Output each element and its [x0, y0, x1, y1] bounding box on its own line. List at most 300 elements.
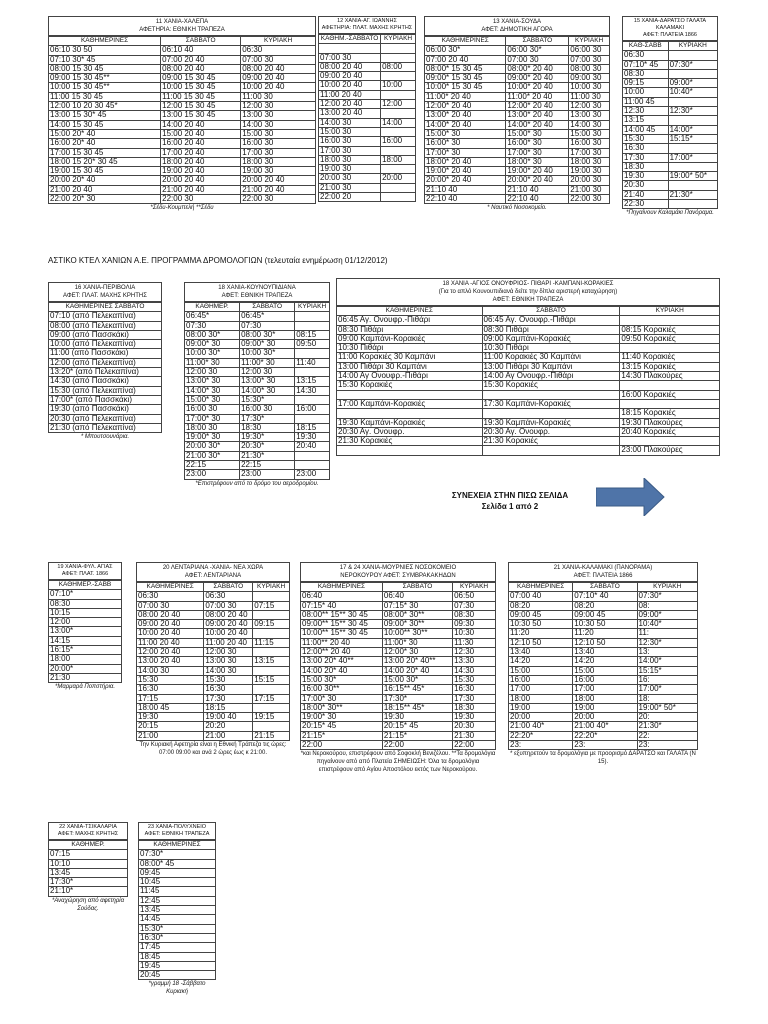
time-cell: 09:00 20 40 — [319, 72, 381, 81]
time-cell: 06:30 — [137, 592, 204, 601]
time-cell: 14:30 — [453, 666, 496, 675]
time-cell: 16:00 30 — [240, 405, 295, 414]
time-cell: 11:00 20 40 — [319, 90, 381, 99]
time-cell: 22:30 — [623, 200, 669, 209]
time-cell: 06:00 30* — [506, 46, 569, 55]
time-cell: 10:00 (από Πελεκαπίνα) — [49, 340, 162, 349]
time-cell: 17:00 — [573, 685, 637, 694]
time-cell: 17:00 30 — [319, 146, 381, 155]
table-row — [185, 461, 330, 470]
table-row — [185, 358, 330, 367]
header-row — [49, 841, 128, 850]
time-cell: 07:00 30 — [319, 53, 381, 62]
table-row — [49, 878, 128, 887]
table-row — [185, 405, 330, 414]
table-row — [301, 620, 496, 629]
header-row — [623, 42, 718, 51]
time-cell: 19:30 — [453, 713, 496, 722]
time-cell — [381, 53, 416, 62]
time-cell: 17:00* 30 — [506, 148, 569, 157]
time-cell: 20:30 Αγ. Ονουφρ. — [337, 427, 483, 436]
table-row — [509, 675, 698, 684]
time-cell: 07:15 — [49, 850, 128, 859]
time-cell: 08:00* 45 — [139, 859, 216, 868]
table-row — [623, 125, 718, 134]
time-cell: 08:00 20 40 — [204, 610, 253, 619]
time-cell: 12:00 30 — [569, 102, 610, 111]
time-cell: 08:00 20 40 — [319, 62, 381, 71]
time-cell: 22:00 — [453, 741, 496, 750]
table-row — [425, 176, 610, 185]
table-row — [137, 610, 290, 619]
route-note: Την Κυριακή Αφετηρία είναι η Εθνική Τράπεζα τις ώρες: 07:00 09:00 και ανά 2 ώρες έως κ 21:00. — [139, 742, 287, 757]
table-row — [49, 646, 122, 655]
column-header: ΣΑΒΒΑΤΟ — [204, 583, 253, 592]
time-cell: 06:45 Αγ. Ονουφρ.-Πιθάρι — [337, 316, 483, 325]
time-cell: 22:00 20 — [319, 193, 381, 202]
table-row — [623, 88, 718, 97]
time-cell: 07:10* 40 — [573, 592, 637, 601]
time-cell: 06:30 — [204, 592, 253, 601]
time-cell: 17:30 Καμπάνι-Κορακιές — [482, 399, 620, 408]
route-note: * εξυπηρετούν τα δρομολόγια με προορισμό ΔΑΡΑΤΣΟ και ΓΑΛΑΤΑ (Ν 15). — [510, 751, 696, 766]
table-row — [49, 129, 316, 138]
time-cell: 11:00* 30 — [382, 638, 452, 647]
time-cell: 19:00 — [573, 703, 637, 712]
time-cell: 16:30* — [139, 933, 216, 942]
time-cell: 08:00 20 40 — [241, 64, 316, 73]
time-cell: 10:00 20 40 — [241, 83, 316, 92]
table-row — [137, 685, 290, 694]
header-row — [137, 583, 290, 592]
time-cell: 18:30 — [623, 162, 669, 171]
time-cell: 10:30 Πιθάρι — [337, 344, 483, 353]
schedule-grid — [48, 840, 128, 897]
time-cell: 12:45 — [139, 896, 216, 905]
column-header: ΚΑΘΗΜΕΡΙΝΕΣ — [137, 583, 204, 592]
time-cell: 12:30 — [623, 107, 669, 116]
table-row — [425, 195, 610, 204]
time-cell: 19:00 30 — [241, 167, 316, 176]
time-cell: 22:15 — [185, 461, 240, 470]
time-cell: 19:30 — [137, 713, 204, 722]
time-cell: 23:00 Πλακούρες — [620, 446, 720, 455]
table-row — [509, 657, 698, 666]
time-cell: 16:00* 30 — [506, 139, 569, 148]
column-header: ΚΑΘΗΜ.-ΣΑΒΒΑΤΟ — [319, 35, 381, 44]
time-cell: 07:00 30 — [137, 601, 204, 610]
route-23-header — [138, 822, 216, 840]
table-row — [623, 162, 718, 171]
time-cell: 13:00 15 30* 45 — [49, 111, 161, 120]
table-row — [425, 92, 610, 101]
table-row — [137, 694, 290, 703]
time-cell: 15:00 20 40 — [161, 129, 241, 138]
table-row — [49, 139, 316, 148]
table-row — [301, 731, 496, 740]
time-cell: 06:45 Αγ. Ονουφρ.-Πιθάρι — [482, 316, 620, 325]
time-cell — [381, 127, 416, 136]
time-cell: 19:00 30 — [319, 165, 381, 174]
time-cell: 18:00 — [509, 694, 573, 703]
time-cell: 14:00 30 — [569, 120, 610, 129]
time-cell: 07:00 30 — [204, 601, 253, 610]
route-note: * Ναυτικό Νοσοκομείο. — [487, 205, 547, 212]
time-cell: 13:00* 20 40 — [506, 111, 569, 120]
table-row — [425, 148, 610, 157]
time-cell: 15:00 30* — [301, 675, 383, 684]
route-18-villages-header — [336, 278, 720, 306]
time-cell: 13:15 — [253, 657, 290, 666]
column-header: ΚΥΡΙΑΚΗ — [253, 583, 290, 592]
time-cell: 12:00 20 40 — [319, 100, 381, 109]
time-cell: 11:00 15 30 45 — [49, 92, 161, 101]
time-cell: 19:00* 20 40 — [506, 167, 569, 176]
time-cell: 06:00 30* — [425, 46, 506, 55]
time-cell: 16:30 — [453, 685, 496, 694]
table-row — [139, 924, 216, 933]
time-cell: 15:00* 30 — [506, 129, 569, 138]
time-cell: 18:15 — [295, 423, 330, 432]
time-cell: 22:10 40 — [425, 195, 506, 204]
table-row — [337, 344, 720, 353]
time-cell: 08:15 — [295, 330, 330, 339]
time-cell: 21:30 (από Πελεκαπίνα) — [49, 423, 162, 432]
route-title: 11 ΧΑΝΙΑ-ΧΑΛΕΠΑ — [155, 19, 209, 25]
time-cell: 13:15 Κορακιές — [620, 362, 720, 371]
time-cell: 14:15 — [49, 636, 122, 645]
time-cell: 11:00 (από Πασσκάκι) — [49, 349, 162, 358]
time-cell: 21:30* — [240, 451, 295, 460]
time-cell: 08:30 — [49, 599, 122, 608]
time-cell: 16:00 30 — [185, 405, 240, 414]
time-cell: 08:30 Πιθάρι — [337, 325, 483, 334]
time-cell: 17:00* (από Πασσκάκι) — [49, 395, 162, 404]
time-cell: 21:30 Κορακιές — [482, 437, 620, 446]
route-12-table — [318, 16, 416, 202]
time-cell: 22:00 30 — [569, 195, 610, 204]
route-16-header — [48, 282, 162, 302]
schedule-grid — [508, 582, 698, 750]
header-row — [301, 583, 496, 592]
time-cell: 15:00 30 — [569, 129, 610, 138]
table-row — [425, 64, 610, 73]
time-cell: 16:00 — [573, 675, 637, 684]
time-cell: 11:00 30 — [569, 92, 610, 101]
table-row — [301, 666, 496, 675]
table-row — [49, 83, 316, 92]
time-cell: 14:00* 20 40 — [425, 120, 506, 129]
time-cell: 19:30 — [295, 433, 330, 442]
table-row — [509, 713, 698, 722]
table-row — [49, 358, 162, 367]
page-title: ΑΣΤΙΚΟ ΚΤΕΛ ΧΑΝΙΩΝ Α.Ε. ΠΡΟΓΡΑΜΜΑ ΔΡΟΜΟΛΟΓΙΩΝ (τελευταία ενημέρωση 01/12/2012) — [48, 256, 388, 265]
table-row — [49, 312, 162, 321]
route-15-header — [622, 16, 718, 41]
time-cell: 17:00 30 — [241, 148, 316, 157]
time-cell: 17:30 — [453, 694, 496, 703]
time-cell: 23:00 — [240, 470, 295, 479]
header-row — [185, 303, 330, 312]
time-cell: 19:30 (από Πασσκάκι) — [49, 405, 162, 414]
time-cell: 13:00 20 40 — [137, 657, 204, 666]
time-cell: 14:30 Πλακούρες — [620, 372, 720, 381]
time-cell: 20:00 30 — [319, 174, 381, 183]
time-cell: 20:00 — [381, 174, 416, 183]
table-row — [337, 316, 720, 325]
route-subtitle: ΑΦΕΤ: ΠΛΑΤΕΙΑ 1866 — [573, 573, 633, 579]
time-cell: 18:00 30 — [185, 423, 240, 432]
time-cell: 17:15 — [253, 694, 290, 703]
time-cell — [295, 368, 330, 377]
time-cell: 11:00 Κορακιές 30 Καμπάνι — [337, 353, 483, 362]
time-cell: 09:00* 30 — [240, 340, 295, 349]
table-row — [509, 601, 698, 610]
time-cell: 08:00* 20 40 — [506, 64, 569, 73]
table-row — [137, 592, 290, 601]
time-cell: 20:30 Αγ. Ονουφρ. — [482, 427, 620, 436]
table-row — [185, 349, 330, 358]
table-row — [319, 44, 416, 53]
table-row — [49, 148, 316, 157]
time-cell: 15:00* 30 — [425, 129, 506, 138]
time-cell: 13:00 Πιθάρι 30 Καμπάνι — [482, 362, 620, 371]
table-row — [301, 703, 496, 712]
time-cell: 09:15 — [623, 79, 669, 88]
time-cell: 10:00 20 40 — [204, 629, 253, 638]
column-header: ΚΥΡΙΑΚΗ — [453, 583, 496, 592]
table-row — [185, 395, 330, 404]
column-header: ΣΑΒΒΑΤΟ — [573, 583, 637, 592]
table-row — [49, 423, 162, 432]
time-cell — [381, 90, 416, 99]
table-row — [49, 887, 128, 896]
table-row — [137, 713, 290, 722]
table-row — [425, 185, 610, 194]
time-cell: 12:00** 20 40 — [301, 648, 383, 657]
table-row — [49, 868, 128, 877]
table-row — [301, 694, 496, 703]
table-row — [509, 741, 698, 750]
time-cell: 11:00 20 40 — [137, 638, 204, 647]
table-row — [49, 176, 316, 185]
table-row — [185, 377, 330, 386]
table-row — [337, 353, 720, 362]
time-cell: 06:30 — [623, 51, 669, 60]
table-row — [425, 120, 610, 129]
time-cell: 17:00* — [637, 685, 698, 694]
time-cell: 07:10* — [49, 590, 122, 599]
table-row — [425, 129, 610, 138]
time-cell: 11:40 Κορακιές — [620, 353, 720, 362]
column-header: ΚΑΘΗΜΕΡ.-ΣΑΒΒ — [49, 581, 122, 590]
route-note: *Αναχώρηση από αφετηρία Σούδας. — [51, 897, 125, 912]
time-cell: 16:00 30 — [241, 139, 316, 148]
time-cell: 09:00 20 40 — [241, 74, 316, 83]
time-cell: 12:00* 20 40 — [425, 102, 506, 111]
time-cell: 06:45* — [240, 312, 295, 321]
time-cell: 15:30 — [204, 675, 253, 684]
time-cell: 13:30 — [453, 657, 496, 666]
time-cell: 12:30 — [453, 648, 496, 657]
time-cell: 11:15 — [253, 638, 290, 647]
schedule-grid — [184, 302, 330, 480]
time-cell: 11:40 — [295, 358, 330, 367]
time-cell: 19:30 — [623, 172, 669, 181]
route-12-header — [318, 16, 416, 34]
table-row — [49, 395, 162, 404]
time-cell: 06:40 — [382, 592, 452, 601]
time-cell: 19:45 — [139, 961, 216, 970]
time-cell: 07:15* 40 — [301, 601, 383, 610]
time-cell: 16:30 — [204, 685, 253, 694]
time-cell: 13:00* 30 — [185, 377, 240, 386]
time-cell: 17:15 — [137, 694, 204, 703]
route-subtitle: ΑΦΕΤ: ΛΕΝΤΑΡΙΑΝΑ — [184, 573, 242, 579]
table-row — [139, 896, 216, 905]
table-row — [319, 183, 416, 192]
table-row — [623, 144, 718, 153]
table-row — [137, 629, 290, 638]
time-cell: 10:00 30* — [240, 349, 295, 358]
time-cell: 09:00 45 — [509, 610, 573, 619]
route-title: 13 ΧΑΝΙΑ-ΣΟΥΔΑ — [492, 19, 542, 25]
table-row — [319, 62, 416, 71]
time-cell: 20:00* 20 40 — [425, 176, 506, 185]
time-cell: 21:15* — [382, 731, 452, 740]
time-cell: 21:40 — [623, 190, 669, 199]
table-row — [49, 377, 162, 386]
time-cell — [295, 321, 330, 330]
table-row — [49, 64, 316, 73]
route-subtitle: ΝΕΡΟΚΟΥΡΟΥ ΑΦΕΤ: ΣΥΜΒΡΑΚΑΚΗΔΩΝ — [340, 573, 456, 579]
time-cell: 23: — [509, 741, 573, 750]
column-header: ΚΑΘ-ΣΑΒΒ — [623, 42, 669, 51]
table-row — [139, 961, 216, 970]
time-cell: 21:00 40* — [509, 722, 573, 731]
column-header: ΚΑΘΗΜΕΡ. — [185, 303, 240, 312]
time-cell: 19:30* — [240, 433, 295, 442]
table-row — [425, 157, 610, 166]
table-row — [49, 349, 162, 358]
time-cell — [668, 116, 717, 125]
time-cell — [253, 703, 290, 712]
table-row — [49, 414, 162, 423]
time-cell: 14:00 Αγ Ονουφρ.-Πιθάρι — [482, 372, 620, 381]
time-cell: 08:00 20 40 — [161, 64, 241, 73]
time-cell: 18:00 20 40 — [161, 157, 241, 166]
table-row — [319, 53, 416, 62]
time-cell: 23:00 — [295, 470, 330, 479]
time-cell: 07:10 30* 45 — [49, 55, 161, 64]
time-cell: 14:30 — [295, 386, 330, 395]
time-cell: 16:15* — [49, 646, 122, 655]
route-title: 18 ΧΑΝΙΑ-ΚΟΥΝΟΥΠΙΔΙΑΝΑ — [218, 285, 296, 291]
time-cell: 20:00* — [49, 664, 122, 673]
time-cell: 19:00 15 30 45 — [49, 167, 161, 176]
time-cell: 17:00 — [509, 685, 573, 694]
table-row — [509, 620, 698, 629]
table-row — [137, 666, 290, 675]
next-page-arrow-icon — [596, 478, 666, 516]
time-cell — [668, 162, 717, 171]
header-row — [49, 581, 122, 590]
route-subtitle: ΑΦΕΤ: ΕΘΝΙΚΗ ΤΡΑΠΕΖΑ — [221, 293, 293, 299]
route-title: 15 ΧΑΝΙΑ-ΔΑΡΑΤΣΟ ΓΑΛΑΤΑ ΚΑΛΑΜΑΚΙ — [633, 18, 707, 31]
table-row — [319, 81, 416, 90]
table-row — [137, 638, 290, 647]
time-cell: 21:10 40 — [425, 185, 506, 194]
table-row — [319, 155, 416, 164]
table-row — [425, 139, 610, 148]
time-cell: 11:00* 30 — [240, 358, 295, 367]
column-header: ΣΑΒΒΑΤΟ — [382, 583, 452, 592]
time-cell: 11:30 — [453, 638, 496, 647]
route-19-header — [48, 562, 122, 580]
time-cell: 08:00 (από Πελεκαπίνα) — [49, 321, 162, 330]
table-row — [337, 437, 720, 446]
column-header: ΚΑΘΗΜΕΡΙΝΕΣ — [425, 37, 506, 46]
table-row — [623, 97, 718, 106]
time-cell: 11:00* 20 40 — [425, 92, 506, 101]
column-header: ΚΑΘΗΜΕΡΙΝΕΣ — [301, 583, 383, 592]
time-cell: 09:00* 15 30 45 — [425, 74, 506, 83]
column-header: ΚΑΘΗΜΕΡΙΝΕΣ — [337, 307, 483, 316]
column-header: ΣΑΒΒΑΤΟ — [482, 307, 620, 316]
table-row — [185, 423, 330, 432]
time-cell: 15:30* — [139, 924, 216, 933]
time-cell: 14:00 Αγ Ονουφρ.-Πιθάρι — [337, 372, 483, 381]
time-cell — [337, 446, 483, 455]
time-cell — [668, 69, 717, 78]
table-row — [301, 685, 496, 694]
time-cell: 10:00 — [623, 88, 669, 97]
time-cell: 09:00 Καμπάνι-Κορακιές — [337, 334, 483, 343]
table-row — [337, 362, 720, 371]
table-row — [139, 943, 216, 952]
time-cell: 14:00* — [668, 125, 717, 134]
route-21-table — [508, 562, 698, 766]
table-row — [49, 330, 162, 339]
time-cell — [620, 381, 720, 390]
route-note: *Επιστρέφουν από το δρόμο του αεροδρομίου. — [195, 480, 319, 487]
time-cell: 15:00 20* 40 — [49, 129, 161, 138]
time-cell: 15:15 — [253, 675, 290, 684]
time-cell: 13:00 20 40 — [319, 109, 381, 118]
time-cell: 21:30 — [453, 731, 496, 740]
time-cell: 07:00 30 — [506, 55, 569, 64]
table-row — [301, 741, 496, 750]
schedule-grid — [622, 41, 718, 209]
time-cell: 15:00 30* — [382, 675, 452, 684]
time-cell: 09:00* — [668, 79, 717, 88]
table-row — [509, 703, 698, 712]
time-cell: 14:00 30 — [319, 118, 381, 127]
time-cell — [295, 395, 330, 404]
time-cell: 20:30 (από Πελεκαπίνα) — [49, 414, 162, 423]
time-cell: 12:00 30 — [240, 368, 295, 377]
time-cell: 17:00* 30 — [185, 414, 240, 423]
time-cell: 07:00 30 — [569, 55, 610, 64]
table-row — [623, 51, 718, 60]
route-subtitle: ΑΦΕΤΗΡΙΑ: ΕΘΝΙΚΗ ΤΡΑΠΕΖΑ — [139, 27, 225, 33]
time-cell: 18:00* 30 — [506, 157, 569, 166]
table-row — [623, 60, 718, 69]
time-cell: 14:00 30 — [137, 666, 204, 675]
time-cell: 21:00 30 — [569, 185, 610, 194]
time-cell: 09:00* — [637, 610, 698, 619]
time-cell — [620, 344, 720, 353]
